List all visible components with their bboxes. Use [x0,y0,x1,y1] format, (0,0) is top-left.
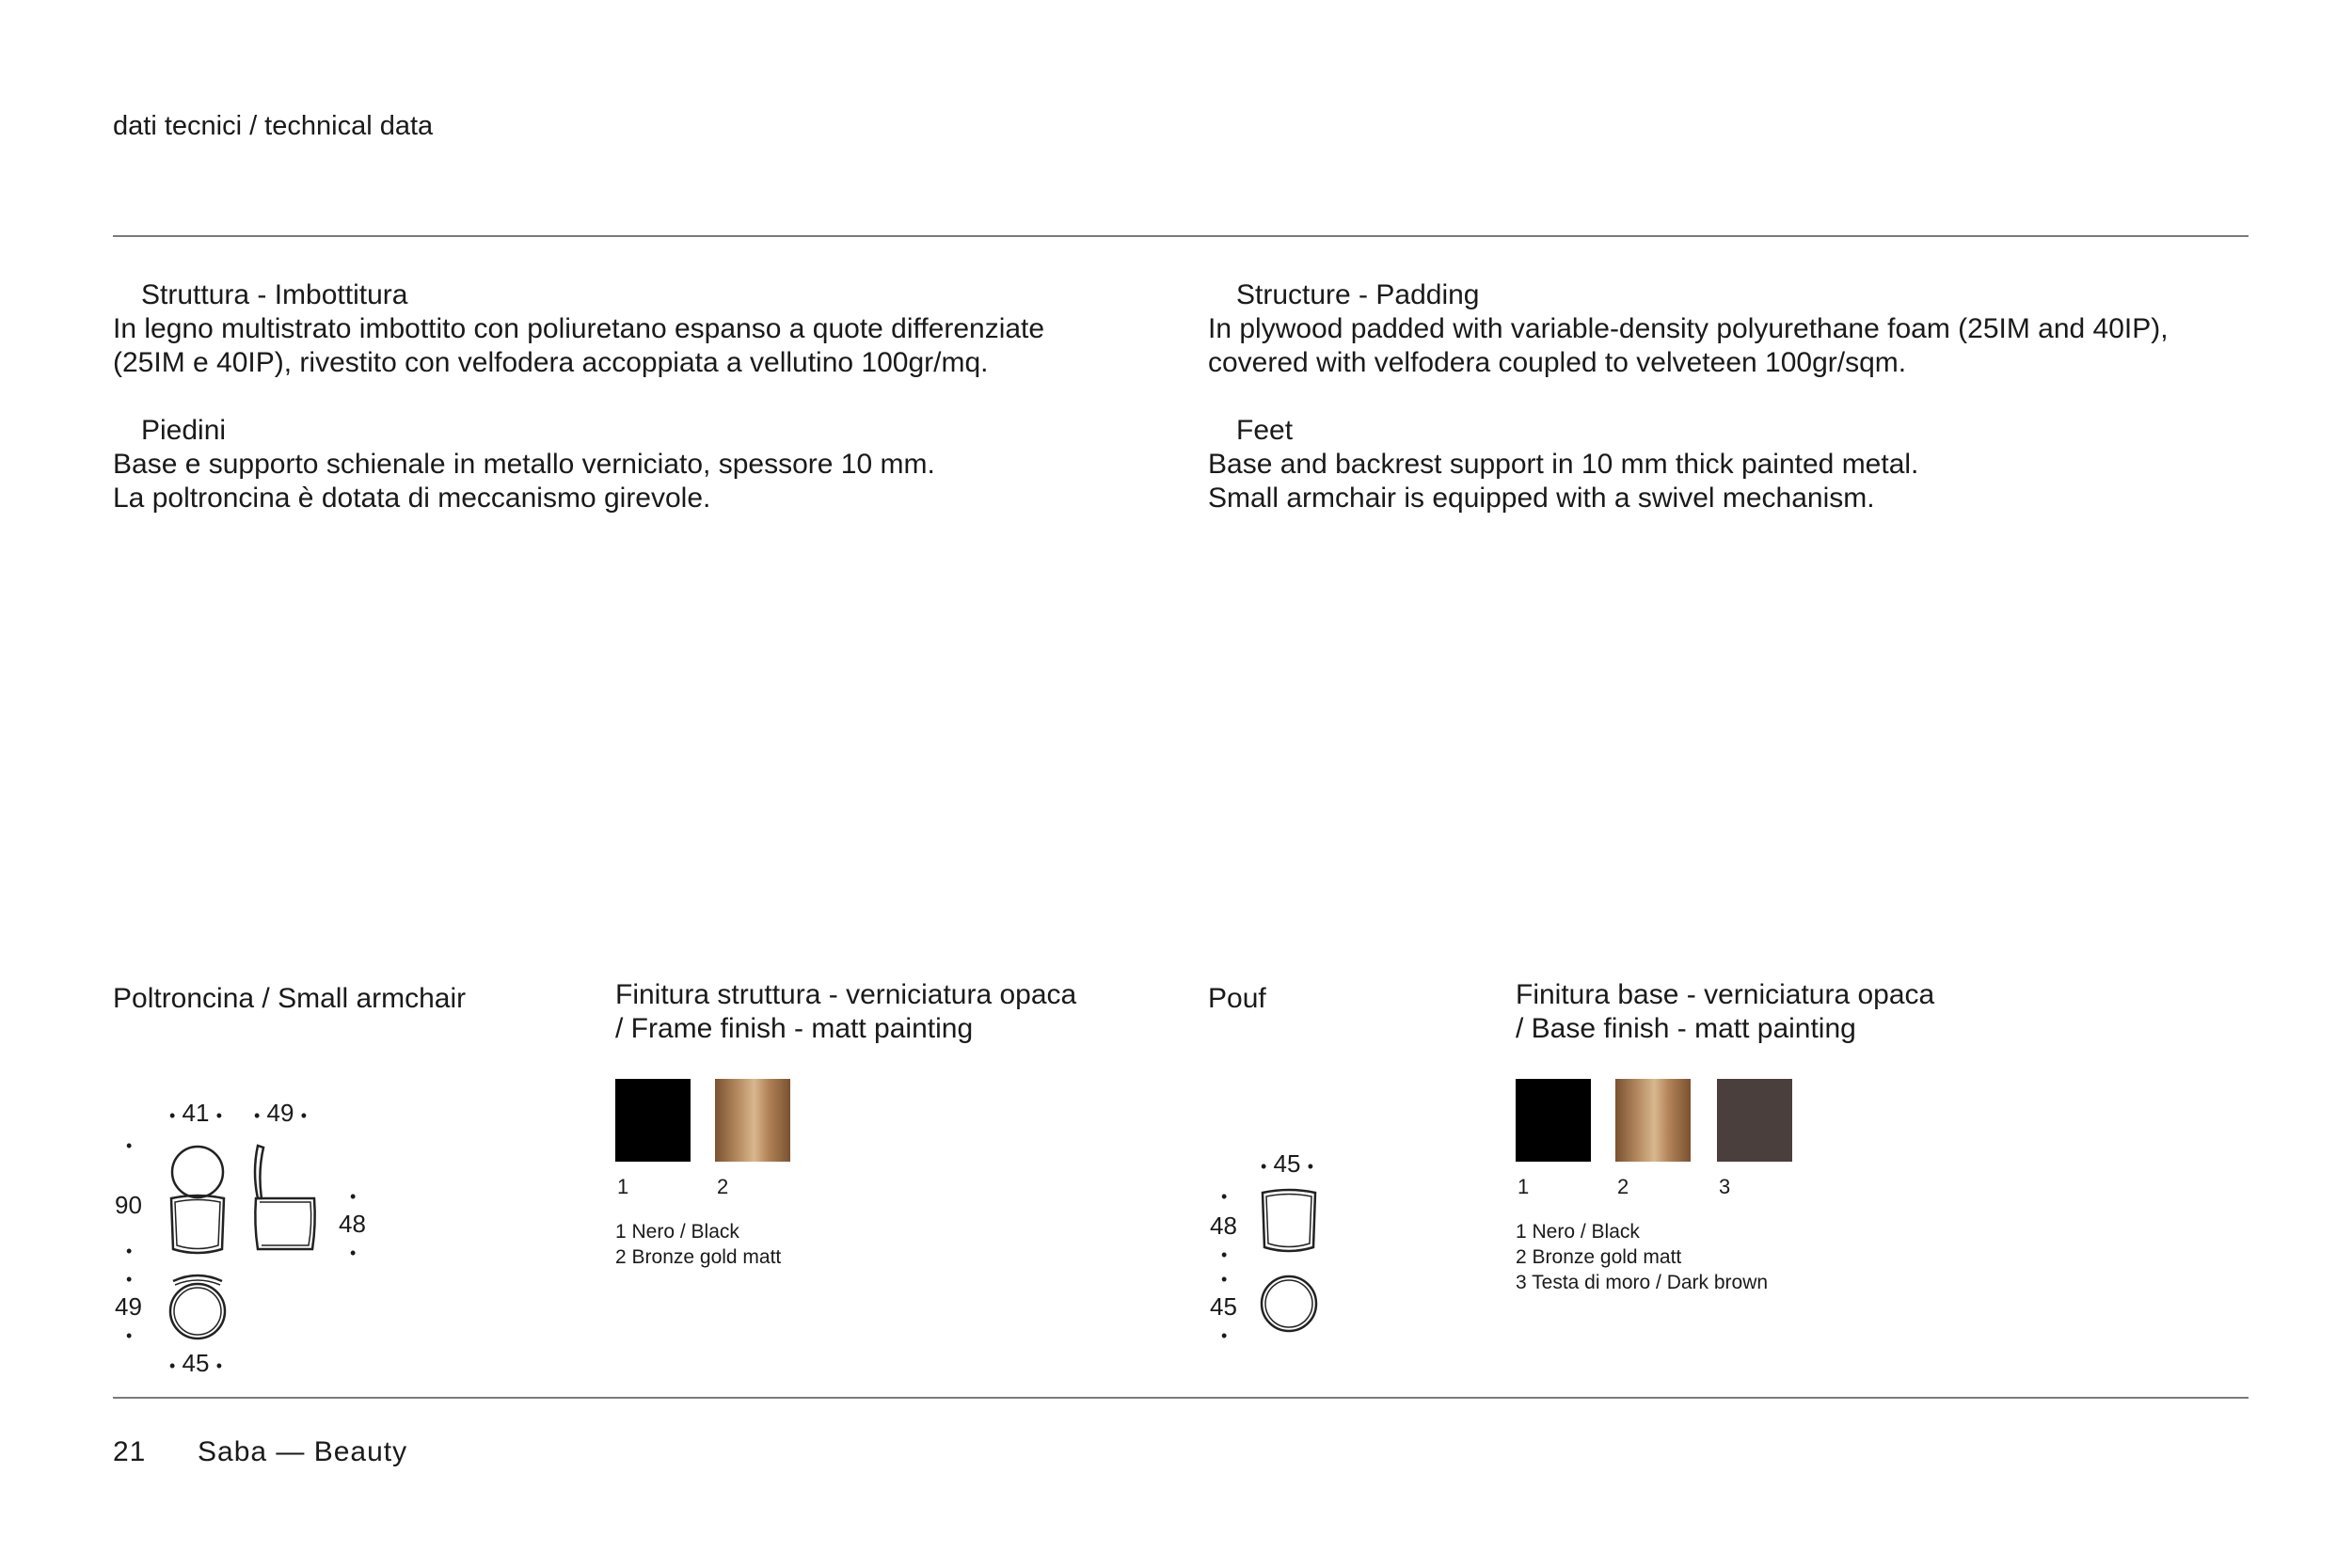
italian-structure-heading: Struttura - Imbottitura [141,279,408,310]
pouf-title: Pouf [1208,983,1266,1014]
base-swatch-black [1516,1079,1591,1162]
pouf-diameter-dot-bottom: • [1221,1326,1228,1345]
armchair-height-dot-bottom: • [126,1242,133,1260]
english-structure-heading: Structure - Padding [1236,279,1480,310]
armchair-diameter-label: • 45 • [169,1349,223,1377]
pouf-height-dot-bottom: • [1221,1245,1228,1264]
italian-structure-line2: (25IM e 40IP), rivestito con velfodera accoppiata a vellutino 100gr/mq. [113,347,989,378]
pouf-height-label: 48 [1210,1212,1237,1240]
pouf-drawing [1251,1187,1327,1338]
frame-swatch-1-number: 1 [617,1175,629,1198]
armchair-width-front-label: • 41 • [169,1099,223,1127]
page-number: 21 [113,1436,147,1467]
english-structure-line1: In plywood padded with variable-density polyurethane foam (25IM and 40IP), [1208,313,2169,344]
frame-finish-legend: 1 Nero / Black 2 Bronze gold matt [615,1221,782,1268]
footer-brand: Saba — Beauty [198,1436,408,1467]
armchair-depth-dot-top: • [126,1270,133,1289]
italian-structure-line1: In legno multistrato imbottito con poliuretano espanso a quote differenziate [113,313,1045,344]
base-swatch-3-number: 3 [1719,1175,1731,1198]
armchair-depth-dot-bottom: • [126,1326,133,1345]
base-swatch-1-number: 1 [1518,1175,1530,1198]
pouf-top-view [1262,1276,1316,1331]
armchair-seat-dot-top: • [350,1187,357,1206]
armchair-drawing [160,1138,329,1345]
armchair-depth-label: 49 [115,1292,142,1321]
armchair-height-label: 90 [115,1191,142,1219]
frame-swatch-bronze [715,1079,790,1162]
base-finish-title: Finitura base - verniciatura opaca / Base finish - matt painting [1516,979,1935,1044]
frame-finish-title: Finitura struttura - verniciatura opaca / Frame finish - matt painting [615,979,1077,1044]
italian-feet-line1: Base e supporto schienale in metallo verniciato, spessore 10 mm. [113,449,935,480]
armchair-seat-height-label: 48 [339,1210,366,1238]
base-swatch-dark-brown [1717,1079,1792,1162]
armchair-side-view [255,1146,315,1249]
pouf-width-label: • 45 • [1261,1149,1314,1178]
english-feet-heading: Feet [1236,415,1294,446]
top-divider [113,235,2249,237]
base-swatch-bronze [1615,1079,1691,1162]
base-finish-legend: 1 Nero / Black 2 Bronze gold matt 3 Testa di moro / Dark brown [1516,1221,1769,1293]
italian-feet-heading: Piedini [141,415,227,446]
armchair-height-dot-top: • [126,1136,133,1155]
english-feet-line1: Base and backrest support in 10 mm thick painted metal. [1208,449,1919,480]
english-description [1208,278,2169,515]
pouf-front-view [1263,1190,1315,1251]
english-feet-line2: Small armchair is equipped with a swivel mechanism. [1208,483,1875,514]
base-swatch-2-number: 2 [1617,1175,1629,1198]
armchair-front-view [171,1147,224,1253]
armchair-title: Poltroncina / Small armchair [113,983,467,1014]
page-header-title: dati tecnici / technical data [113,111,434,141]
pouf-height-dot-top: • [1221,1187,1228,1206]
bottom-divider [113,1397,2249,1399]
armchair-seat-dot-bottom: • [350,1243,357,1262]
pouf-diameter-dot-top: • [1221,1270,1228,1289]
frame-swatch-black [615,1079,691,1162]
armchair-top-view [170,1275,225,1338]
english-structure-line2: covered with velfodera coupled to velveteen 100gr/sqm. [1208,347,1907,378]
frame-swatch-2-number: 2 [717,1175,729,1198]
italian-feet-line2: La poltroncina è dotata di meccanismo girevole. [113,483,711,514]
armchair-width-side-label: • 49 • [254,1099,308,1127]
italian-description [113,278,1044,515]
pouf-diameter-label: 45 [1210,1292,1237,1321]
